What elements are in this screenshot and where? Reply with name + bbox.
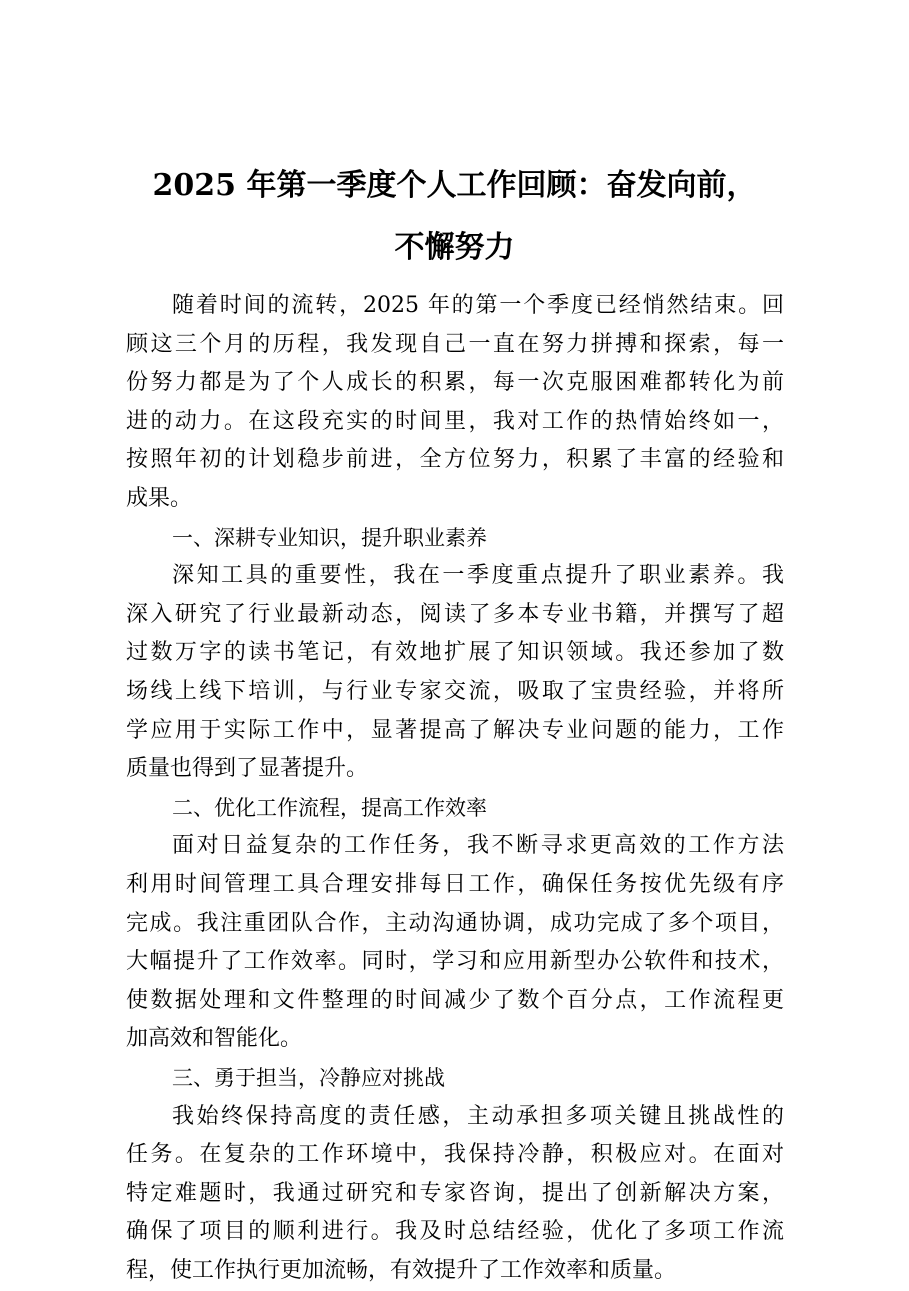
section-2-line: 利用时间管理工具合理安排每日工作，确保任务按优先级有序 <box>126 872 784 897</box>
intro-line: 按照年初的计划稳步前进，全方位努力，积累了丰富的经验和 <box>126 447 784 472</box>
intro-line: 份努力都是为了个人成长的积累，每一次克服困难都转化为前 <box>126 370 784 395</box>
section-3-line: 任务。在复杂的工作环境中，我保持冷静，积极应对。在面对 <box>126 1142 784 1167</box>
section-1-line: 场线上线下培训，与行业专家交流，吸取了宝贵经验，并将所 <box>126 679 784 704</box>
section-1-heading: 一、深耕专业知识，提升职业素养 <box>172 526 487 550</box>
section-1-line: 过数万字的读书笔记，有效地扩展了知识领域。我还参加了数 <box>126 640 784 665</box>
section-3-line: 确保了项目的顺利进行。我及时总结经验，优化了多项工作流 <box>126 1219 784 1244</box>
section-1-line: 学应用于实际工作中，显著提高了解决专业问题的能力，工作 <box>126 718 784 743</box>
section-3-heading: 三、勇于担当，冷静应对挑战 <box>172 1066 445 1090</box>
intro-line: 进的动力。在这段充实的时间里，我对工作的热情始终如一， <box>126 409 784 434</box>
section-1-line: 深入研究了行业最新动态，阅读了多本专业书籍，并撰写了超 <box>126 602 784 627</box>
intro-line: 顾这三个月的历程，我发现自己一直在努力拼搏和探索，每一 <box>126 332 784 357</box>
document-title-line-1: 2025 年第一季度个人工作回顾：奋发向前， <box>152 168 757 203</box>
section-2-line: 使数据处理和文件整理的时间减少了数个百分点，工作流程更 <box>126 988 784 1013</box>
section-3-line: 特定难题时，我通过研究和专家咨询，提出了创新解决方案， <box>126 1181 784 1206</box>
section-1-line: 质量也得到了显著提升。 <box>126 756 369 781</box>
section-2-heading: 二、优化工作流程，提高工作效率 <box>172 796 487 820</box>
intro-line: 成果。 <box>126 486 193 511</box>
document-title-line-2: 不懈努力 <box>394 230 515 265</box>
section-3-line: 程，使工作执行更加流畅，有效提升了工作效率和质量。 <box>126 1258 677 1283</box>
section-2-line: 完成。我注重团队合作，主动沟通协调，成功完成了多个项目， <box>126 911 784 936</box>
section-3-line: 我始终保持高度的责任感，主动承担多项关键且挑战性的 <box>172 1104 784 1129</box>
section-2-line: 加高效和智能化。 <box>126 1026 303 1051</box>
section-2-line: 大幅提升了工作效率。同时，学习和应用新型办公软件和技术， <box>126 949 784 974</box>
section-1-line: 深知工具的重要性，我在一季度重点提升了职业素养。我 <box>172 563 784 588</box>
section-2-line: 面对日益复杂的工作任务，我不断寻求更高效的工作方法 <box>172 833 784 858</box>
intro-line: 随着时间的流转，2025 年的第一个季度已经悄然结束。回 <box>172 293 784 318</box>
